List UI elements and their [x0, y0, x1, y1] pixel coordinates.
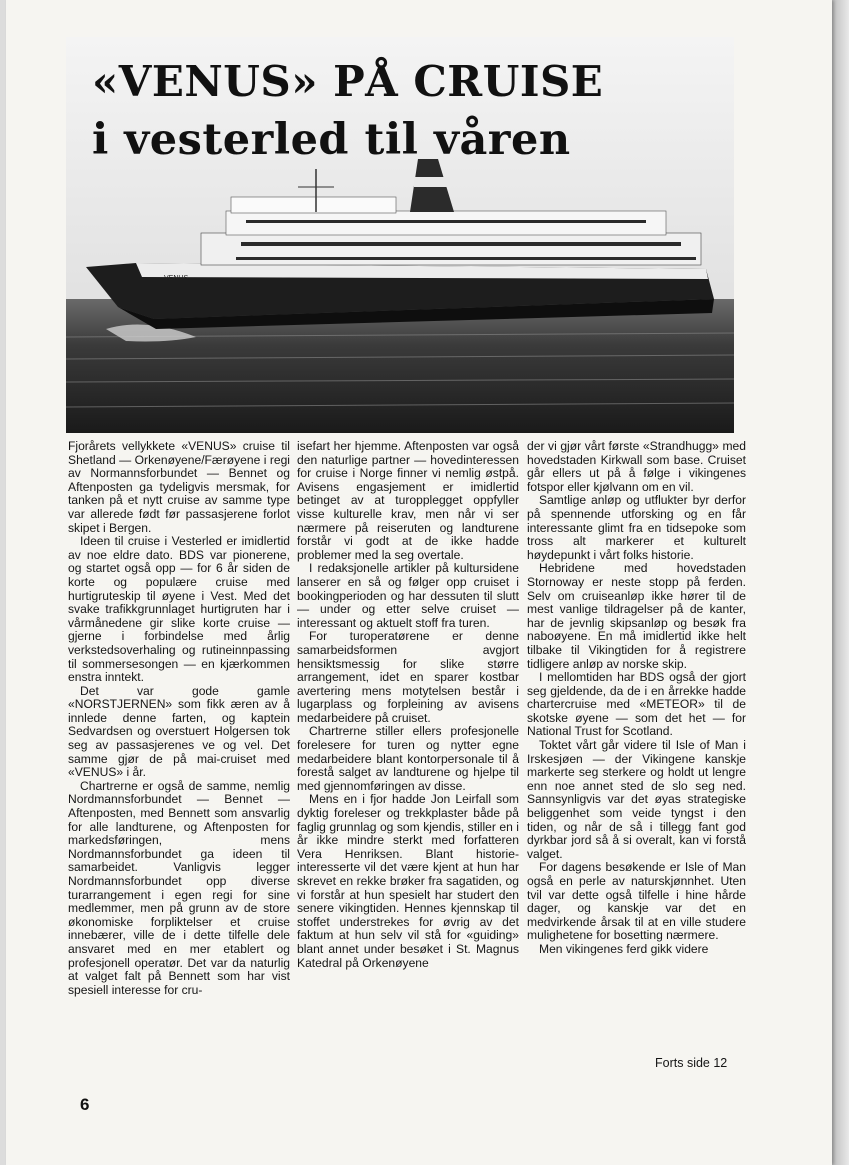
paragraph: der vi gjør vårt første «Strandhugg» med hovedstaden Kirkwall som base. Cruiset går ellers ut på å følge i vikingenes fotspor eller kjølvann om en vil. — [527, 439, 746, 494]
paragraph: Samtlige anløp og utflukter byr derfor på spennende utforsking og en får interessante glimt fra en tidsepoke som tross alt markerer et kulturelt høydepunkt i vårt folks historie. — [527, 493, 746, 562]
paragraph: Mens en i fjor hadde Jon Leirfall som dyktig foreleser og trekkplaster både på faglig grunnlag og som kjendis, stiller en i år ikke mindre sterkt med forfatteren Vera Henriksen. Blant historie-interesserte vil det være kjent at hun har skrevet en rekke brøker fra sagatiden, og vi forstår at hun spesielt har studert den senere vikingtiden. Hennes kjennskap til stoffet understrekes for øvrig av det faktum at hun selv vil stå for «guiding» blant annet under besøket i St. Magnus Katedral på Orkenøyene — [297, 792, 519, 970]
paragraph: Toktet vårt går videre til Isle of Man i Irskesjøen — der Vikingene kanskje markerte seg sterkere og holdt ut lengre enn noe annet sted de slo seg ned. Sannsynligvis var det øyas strategiske beliggenhet som veide tyngst i den tiden, og når de så i tillegg fant god dyrkbar jord så å si overalt, kan vi forstå valget. — [527, 738, 746, 861]
page-edge — [832, 0, 849, 1165]
paragraph: Men vikingenes ferd gikk videre — [539, 941, 709, 956]
continuation-note: Forts side 12 — [655, 1056, 728, 1070]
ship-name-text: VENUS — [164, 275, 189, 282]
paragraph: Chartrerne er også de samme, nemlig Nordmannsforbundet — Bennet — Aftenposten, med Bennett som ansvarlig for alle landturene, og Aftenposten for markedsføringen, mens Nordmannsforbundet ga ideen til samarbeidet. Vanligvis legger Nordmannsforbundet opp diverse turarrangement i egen regi for sine medlemmer, men på grunn av de store økonomiske forpliktelser et cruise innebærer, ville de i dette tilfelle dele ansvaret med en mer etablert og profesjonell operatør. Det var da naturlig at valget falt på Bennett som har vist spesiell interesse for cru- — [68, 778, 290, 997]
paragraph: Ideen til cruise i Vesterled er imidlertid av noe eldre dato. BDS var pionerene, og startet også opp — for 6 år siden de korte og populære cruise med hurtigruteskip til øyene i Vest. Med det svake trafikkgrunnlaget hurtigruten har i vårmånedene gir slike korte cruise — gjerne i forbindelse med årlig verkstedsoverhaling og rutineinnpassing til sommersesongen — en kjærkommen enstra inntekt. — [68, 534, 290, 685]
article-column-1 — [68, 440, 290, 997]
article-column-3 — [527, 440, 746, 957]
article-column-2 — [297, 440, 519, 970]
paragraph: Hebridene med hovedstaden Stornoway er neste stopp på ferden. Selv om cruiseanløp ikke hører til de mest vanlige tildragelser på de kanter, har de jevnlig skipsanløp og besøk fra naboøyene. En må imidlertid ikke helt tilbake til Vikingtiden for å registrere tidligere anløp av norske skip. — [527, 561, 746, 671]
headline-line-1: «VENUS» PÅ CRUISE — [92, 57, 604, 106]
paragraph: isefart her hjemme. Aftenposten var også den naturlige partner — hovedinteressen for cruise i Norge finner vi nemlig østpå. Avisens engasjement er imidlertid betinget av at turopplegget oppfyller visse kulturelle krav, men når vi ser nærmere på reiseruten og landturene forstår vi godt at de ikke hadde problemer med la seg overtale. — [297, 439, 519, 562]
paragraph: I mellomtiden har BDS også der gjort seg gjeldende, da de i en årrekke hadde chartercruise med «METEOR» til de skotske øyene — som det het — for National Trust for Scotland. — [527, 670, 746, 739]
paragraph: Fjorårets vellykkete «VENUS» cruise til Shetland — Orkenøyene/Færøyene i regi av Normannsforbundet — Bennet og Aftenposten ga tydeligvis mersmak, for tanken på et nytt cruise av samme type var allerede født før passasjerene forlot skipet i Bergen. — [68, 439, 290, 535]
headline-line-2: i vesterled til våren — [92, 115, 571, 165]
article-photo — [66, 37, 734, 433]
paragraph: I redaksjonelle artikler på kultursidene lanserer en så og følger opp cruiset i bookingperioden og har dessuten til slutt — under og etter selve cruiset — interessant og aktuelt stoff fra turen. — [297, 561, 519, 630]
page-number: 6 — [80, 1095, 90, 1114]
paragraph: For turoperatørene er denne samarbeidsformen avgjort hensiktsmessig for slike større arrangement, idet en sparer kostbar avertering mens motytelsen består i lugarplass og forpleining av avisens medarbeidere på cruiset. — [297, 629, 519, 725]
paragraph: Det var gode gamle «NORSTJERNEN» som fikk æren av å innlede denne farten, og kaptein Sedvardsen og overstuert Holgersen tok seg av passasjerenes ve og vel. Det samme gjør de på mai-cruiset med «VENUS» i år. — [68, 683, 290, 780]
paragraph: Chartrerne stiller ellers profesjonelle forelesere for turen og nytter egne medarbeidere blant kontorpersonale til å forestå salget av landturene og hjelpe til med gjennomføringen av disse. — [297, 724, 519, 793]
paragraph: For dagens besøkende er Isle of Man også en perle av naturskjønnhet. Uten tvil var dette også tilfelle i hine hårde dager, og kanskje var det en medvirkende årsak til at en ville studere mulighetene for bosetting nærmere. — [527, 860, 746, 943]
